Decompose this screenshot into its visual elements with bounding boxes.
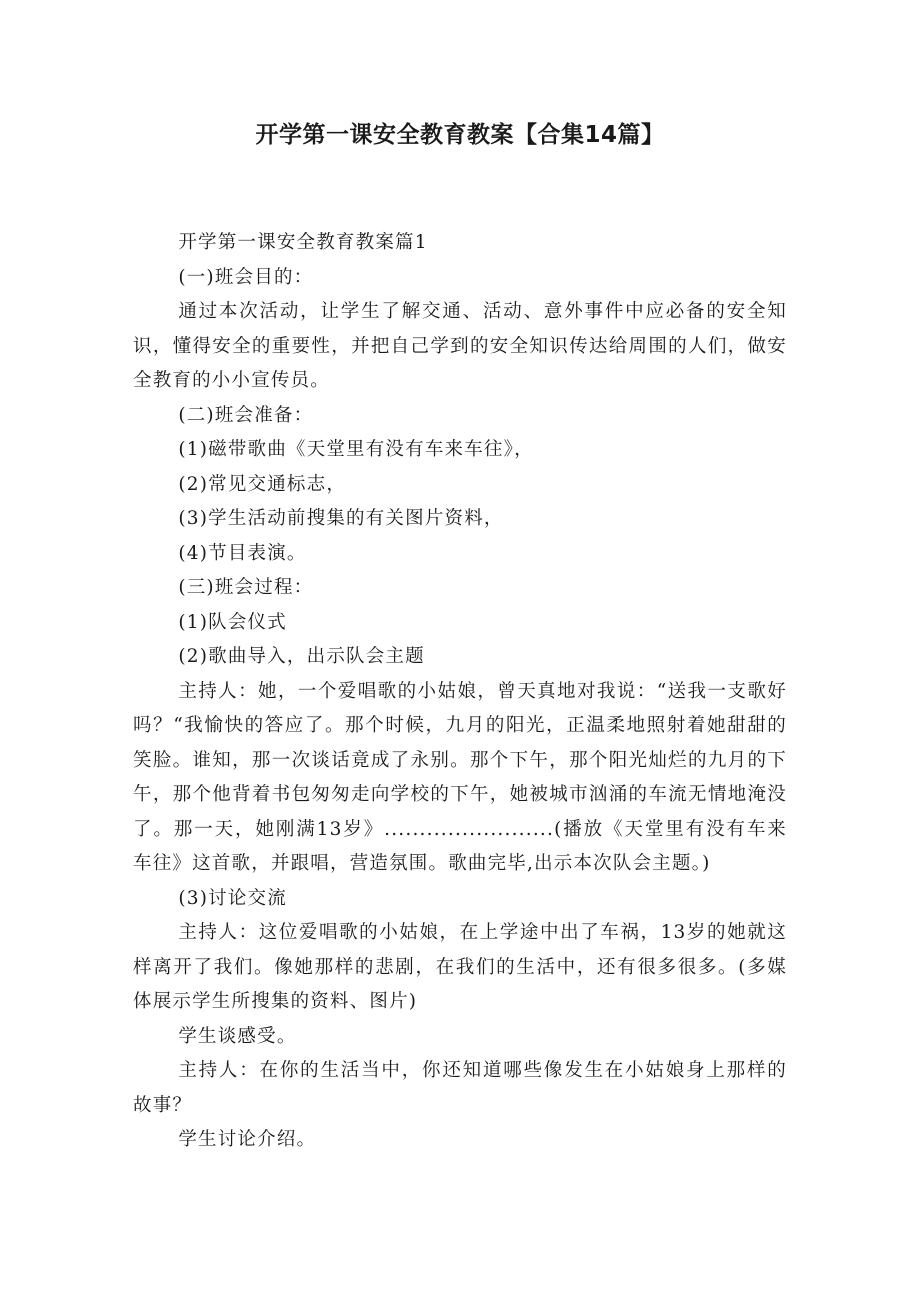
document-title: 开学第一课安全教育教案【合集14篇】 [255, 122, 665, 148]
list-item: (2)歌曲导入，出示队会主题 [178, 646, 425, 667]
section-heading: 开学第一课安全教育教案篇1 [178, 232, 428, 253]
subsection-heading-process: (三)班会过程： [178, 577, 314, 598]
paragraph-student-feelings: 学生谈感受。 [178, 1025, 297, 1047]
paragraph-host-discussion: 主持人：这位爱唱歌的小姑娘，在上学途中出了车祸，13岁的她就这样离开了我们。像她那样的悲剧，在我们的生活中，还有很多很多。(多媒体展示学生所搜集的资料、图片) [133, 922, 787, 1012]
subsection-heading-purpose: (一)班会目的： [178, 266, 314, 288]
paragraph-purpose: 通过本次活动，让学生了解交通、活动、意外事件中应必备的安全知识，懂得安全的重要性，并把自己学到的安全知识传达给周围的人们，做安全教育的小小宣传员。 [133, 301, 787, 391]
list-item: (3)讨论交流 [178, 887, 287, 909]
paragraph-student-discussion: 学生讨论介绍。 [178, 1129, 317, 1150]
list-item: (1)队会仪式 [178, 611, 287, 633]
subsection-heading-preparation: (二)班会准备： [178, 404, 314, 426]
list-item: (2)常见交通标志， [178, 473, 347, 495]
list-item: (1)磁带歌曲《天堂里有没有车来车往》， [178, 439, 534, 460]
paragraph-host-story: 主持人：她，一个爱唱歌的小姑娘，曾天真地对我说：“送我一支歌好吗？“我愉快的答应了。那个时候，九月的阳光，正温柔地照射着她甜甜的笑脸。谁知，那一次谈话竟成了永别。那个下午，那个阳光灿烂的九月的下午，那个他背着书包匆匆走向学校的下午，她被城市汹涌的车流无情地淹没了。那一天，她刚满13岁》........................(播放《天堂里有没有车来车往》这首歌，并跟唱，营造氛围。歌曲完毕,出示本次队会主题。) [133, 680, 787, 874]
list-item: (4)节目表演。 [178, 542, 307, 564]
document-body [133, 226, 787, 1158]
paragraph-host-question: 主持人：在你的生活当中，你还知道哪些像发生在小姑娘身上那样的故事？ [133, 1060, 787, 1116]
list-item: (3)学生活动前搜集的有关图片资料， [178, 508, 504, 529]
